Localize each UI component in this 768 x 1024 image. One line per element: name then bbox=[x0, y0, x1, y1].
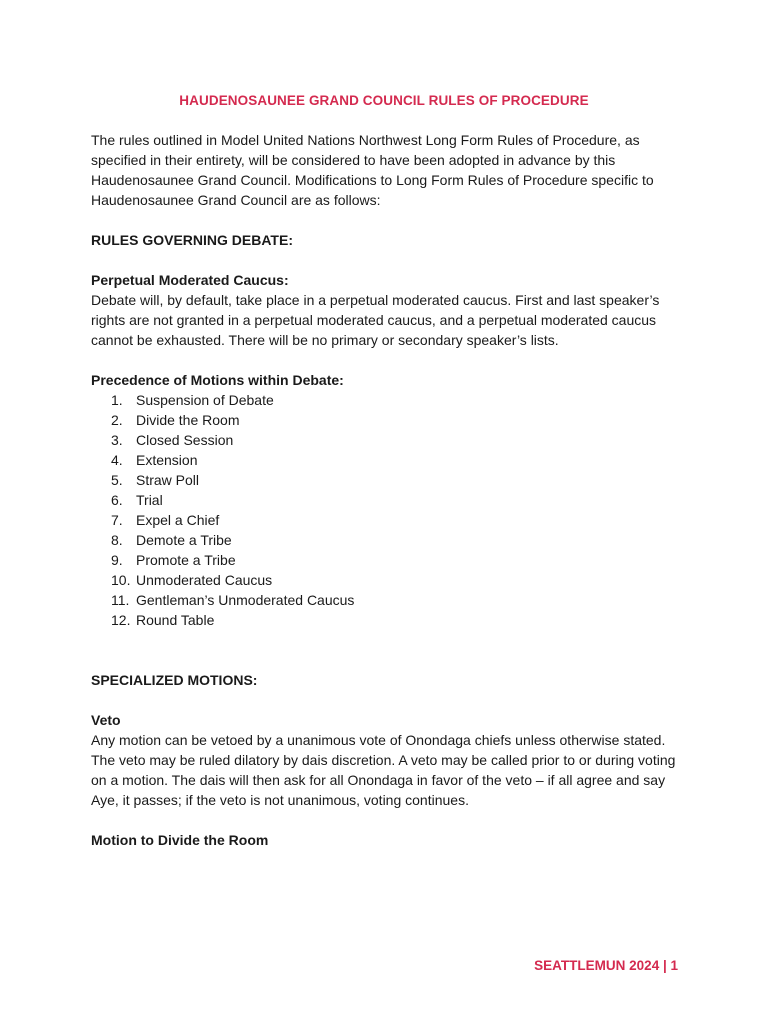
list-item bbox=[91, 390, 691, 410]
perpetual-caucus-heading: Perpetual Moderated Caucus: bbox=[91, 272, 289, 288]
section-heading-specialized: SPECIALIZED MOTIONS: bbox=[91, 672, 258, 688]
list-item bbox=[91, 550, 691, 570]
precedence-section bbox=[91, 370, 691, 630]
list-item bbox=[91, 470, 691, 490]
list-item-label: Demote a Tribe bbox=[136, 532, 232, 548]
list-item-label: Gentleman’s Unmoderated Caucus bbox=[136, 592, 355, 608]
list-item-number: 6. bbox=[111, 492, 123, 508]
list-item-label: Trial bbox=[136, 492, 163, 508]
list-item-number: 4. bbox=[111, 452, 123, 468]
section-heading-debate: RULES GOVERNING DEBATE: bbox=[91, 232, 293, 248]
list-item bbox=[91, 570, 691, 590]
list-item-number: 3. bbox=[111, 432, 123, 448]
list-item-number: 8. bbox=[111, 532, 123, 548]
perpetual-caucus-section bbox=[91, 270, 691, 350]
precedence-heading: Precedence of Motions within Debate: bbox=[91, 372, 344, 388]
list-item-label: Promote a Tribe bbox=[136, 552, 236, 568]
page-title: HAUDENOSAUNEE GRAND COUNCIL RULES OF PROCEDURE bbox=[179, 93, 589, 108]
list-item bbox=[91, 610, 691, 630]
list-item bbox=[91, 510, 691, 530]
divide-room-heading: Motion to Divide the Room bbox=[91, 832, 269, 848]
list-item-number: 10. bbox=[111, 572, 131, 588]
veto-heading: Veto bbox=[91, 712, 121, 728]
list-item-number: 1. bbox=[111, 392, 123, 408]
list-item-label: Closed Session bbox=[136, 432, 234, 448]
perpetual-caucus-body: Debate will, by default, take place in a perpetual moderated caucus. First and last speaker’s rights are not granted in a perpetual moderated caucus, and a perpetual moderated caucus cannot be exhausted. There will be no primary or secondary speaker’s lists. bbox=[91, 292, 660, 348]
veto-section bbox=[91, 710, 691, 810]
list-item-number: 12. bbox=[111, 612, 131, 628]
list-item-number: 2. bbox=[111, 412, 123, 428]
list-item bbox=[91, 450, 691, 470]
list-item-number: 11. bbox=[111, 592, 130, 608]
list-item bbox=[91, 410, 691, 430]
list-item bbox=[91, 590, 691, 610]
spacer bbox=[91, 630, 691, 670]
list-item-number: 9. bbox=[111, 552, 123, 568]
list-item-label: Suspension of Debate bbox=[136, 392, 274, 408]
page-footer: SEATTLEMUN 2024 | 1 bbox=[534, 958, 678, 973]
list-item-number: 5. bbox=[111, 472, 123, 488]
document-body bbox=[91, 130, 691, 850]
list-item bbox=[91, 490, 691, 510]
list-item-label: Straw Poll bbox=[136, 472, 200, 488]
list-item-number: 7. bbox=[111, 512, 123, 528]
veto-body: Any motion can be vetoed by a unanimous vote of Onondaga chiefs unless otherwise stated. The veto may be ruled dilatory by dais discretion. A veto may be called prior to or during voting on a motion. The dais will then ask for all Onondaga in favor of the veto – if all agree and say Aye, it passes; if the veto is not unanimous, voting continues. bbox=[91, 732, 676, 808]
motions-list bbox=[91, 390, 691, 630]
list-item-label: Expel a Chief bbox=[136, 512, 220, 528]
list-item bbox=[91, 430, 691, 450]
list-item-label: Divide the Room bbox=[136, 412, 240, 428]
list-item-label: Round Table bbox=[136, 612, 215, 628]
list-item-label: Extension bbox=[136, 452, 198, 468]
list-item-label: Unmoderated Caucus bbox=[136, 572, 273, 588]
list-item bbox=[91, 530, 691, 550]
intro-paragraph: The rules outlined in Model United Nations Northwest Long Form Rules of Procedure, as specified in their entirety, will be considered to have been adopted in advance by this Haudenosaunee Grand Council. Modifications to Long Form Rules of Procedure specific to Haudenosaunee Grand Council are as follows: bbox=[91, 132, 654, 208]
